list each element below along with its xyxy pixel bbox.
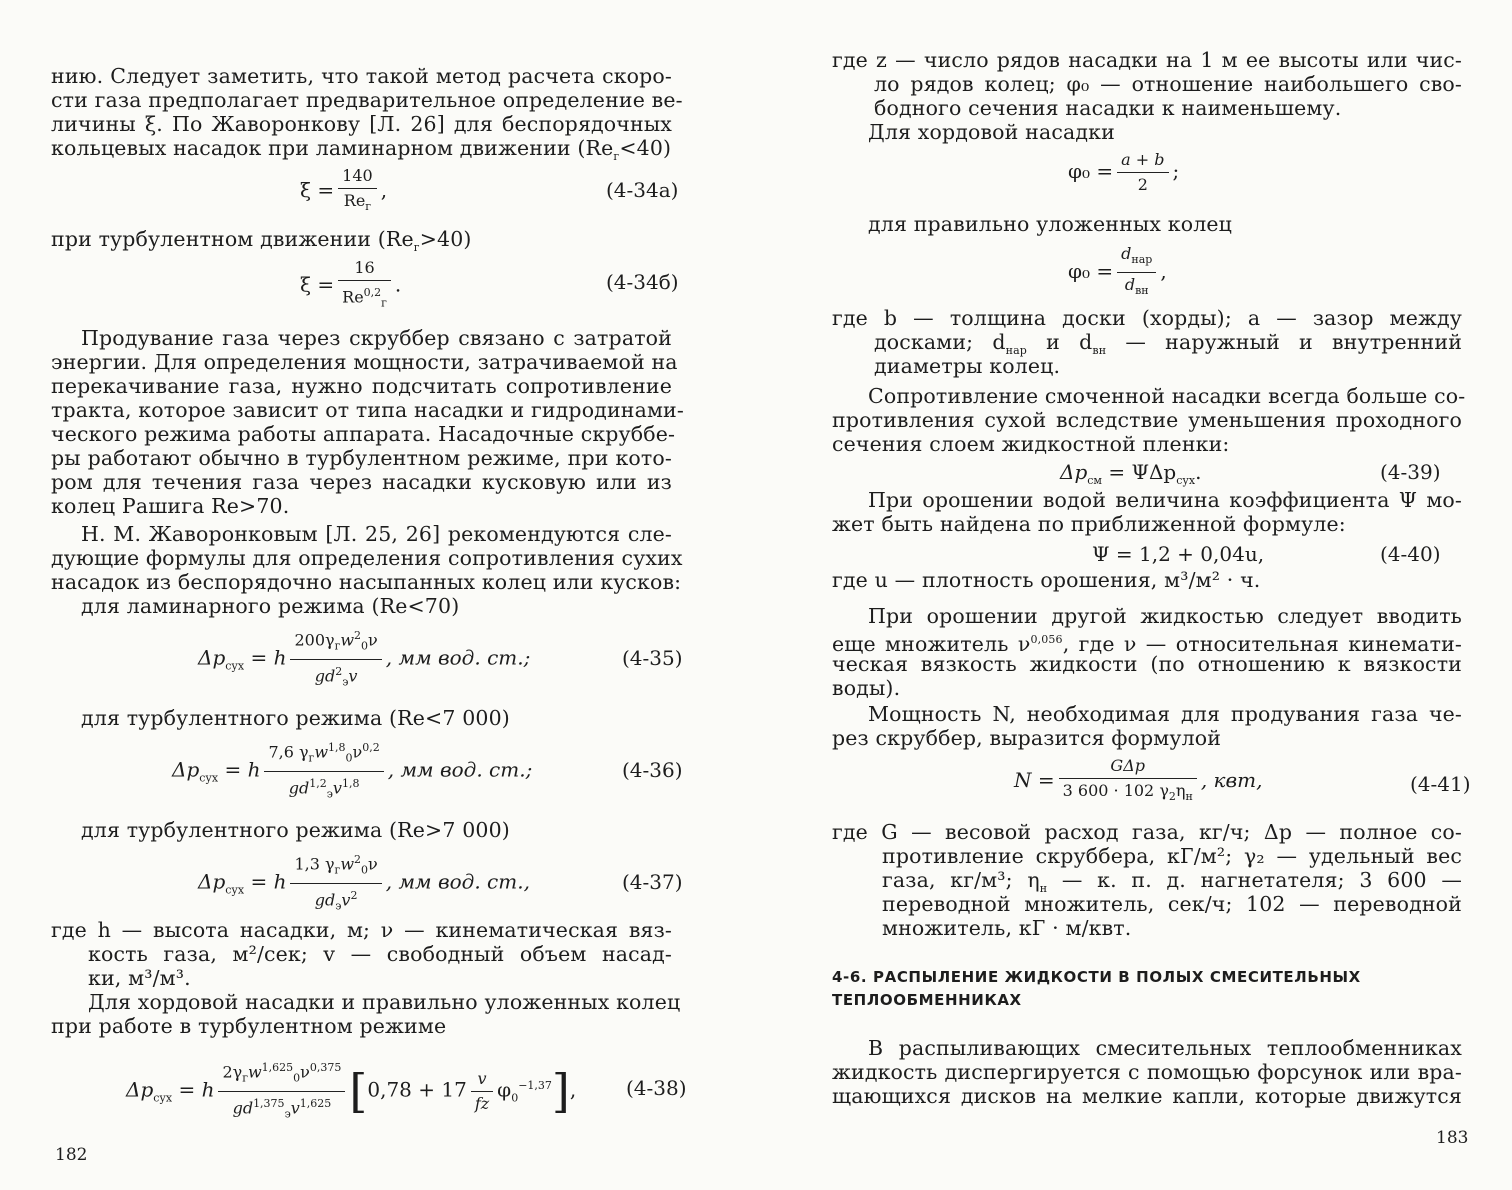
- text-line: диаметры колец.: [874, 354, 1061, 378]
- equation-phi0-rings: φ₀ = $\frac{d_{нар}}{d_{вн}}$ ,: [1068, 244, 1167, 298]
- text-line: сечения слоем жидкостной пленки:: [832, 432, 1230, 456]
- text-line: жидкость диспергируется с помощью форсунок или вра-: [832, 1060, 1462, 1084]
- text-line: кольцевых насадок при ламинарном движении $(Re_г<40)$: [51, 136, 672, 164]
- text-line: энергии. Для определения мощности, затрачиваемой на: [51, 350, 678, 374]
- text-line: воды).: [832, 676, 901, 700]
- text-line: досками; $d_{нар}$ и $d_{вн}$ — наружный и внутренний: [874, 330, 1463, 358]
- text-line: для турбулентного режима (Re>7 000): [81, 818, 510, 842]
- page-number: 183: [1436, 1128, 1469, 1148]
- text-line: Мощность N, необходимая для продувания газа че-: [868, 702, 1462, 726]
- text-line: ки, м³/м³.: [88, 966, 191, 990]
- text-line: множитель, кГ · м/квт.: [882, 916, 1132, 940]
- text-line: где G — весовой расход газа, кг/ч; Δp — полное со-: [832, 820, 1462, 844]
- text-line: щающихся дисков на мелкие капли, которые движутся: [832, 1084, 1462, 1108]
- equation-number: (4-34а): [606, 178, 679, 202]
- text-line: где b — толщина доски (хорды); a — зазор между: [832, 306, 1462, 330]
- equation-number: (4-34б): [606, 270, 679, 294]
- text-line: Для хордовой насадки: [868, 120, 1115, 144]
- text-line: рез скруббер, выразится формулой: [832, 726, 1222, 750]
- equation-4-41: N = $\frac{\text{GΔp}}{3 600 \cdot 102 \gamma_2\eta_н}$ , квт,: [1014, 756, 1263, 804]
- equation-4-40: Ψ = 1,2 + 0,04u,: [1092, 542, 1265, 566]
- text-line: жет быть найдена по приближенной формуле:: [832, 512, 1346, 536]
- text-line: перекачивание газа, нужно подсчитать сопротивление: [51, 374, 672, 398]
- text-line: ческая вязкость жидкости (по отношению к вязкости: [832, 652, 1462, 676]
- text-line: тракта, которое зависит от типа насадки и гидродинами-: [51, 398, 684, 422]
- text-line: бодного сечения насадки к наименьшему.: [874, 96, 1342, 120]
- equation-number: (4-39): [1380, 460, 1441, 484]
- text-line: При орошении водой величина коэффициента Ψ мо-: [868, 488, 1462, 512]
- text-line: личины ξ. По Жаворонкову [Л. 26] для беспорядочных: [51, 112, 672, 136]
- equation-4-34a: ξ = $\frac{140}{Re_г}$ ,: [300, 166, 388, 214]
- text-line: еще множитель $\nu^{0,056}$, где ν — относительная кинемати-: [832, 631, 1462, 656]
- text-line: Для хордовой насадки и правильно уложенных колец: [88, 990, 681, 1014]
- equation-number: (4-38): [626, 1076, 687, 1100]
- equation-4-36: $\Delta p_{сух} = h$ $\frac{7,6 \gamma_гw^{1,8}_0\nu^{0,2}}{gd^{1,2}_эv^{1,8}}$ , мм вод. ст.;: [172, 738, 532, 804]
- equation-4-34b: ξ = $\frac{16}{Re^{0,2}_г}$ .: [300, 258, 402, 310]
- text-line: переводной множитель, сек/ч; 102 — переводной: [882, 892, 1462, 916]
- text-line: противление скруббера, кГ/м²; γ₂ — удельный вес: [882, 844, 1462, 868]
- text-line: для правильно уложенных колец: [868, 212, 1232, 236]
- text-line: где z — число рядов насадки на 1 м ее высоты или чис-: [832, 48, 1462, 72]
- text-line: ческого режима работы аппарата. Насадочные скруббе-: [51, 422, 676, 446]
- text-line: При орошении другой жидкостью следует вводить: [868, 604, 1462, 628]
- text-line: при турбулентном движении $(Re_г>40)$: [51, 227, 472, 255]
- text-line: нию. Следует заметить, что такой метод расчета скоро-: [51, 64, 672, 88]
- text-line: газа, кг/м³; $\eta_н$ — к. п. д. нагнетателя; 3 600 —: [882, 868, 1462, 896]
- text-line: где u — плотность орошения, м³/м² · ч.: [832, 568, 1261, 592]
- text-line: Сопротивление смоченной насадки всегда больше со-: [868, 384, 1466, 408]
- equation-number: (4-36): [622, 758, 683, 782]
- text-line: где h — высота насадки, м; ν — кинематическая вяз-: [51, 918, 672, 942]
- equation-phi0-chord: φ₀ = $\frac{a + b}{2}$ ;: [1068, 150, 1180, 194]
- right-page: [756, 0, 1512, 1190]
- text-line: дующие формулы для определения сопротивления сухих: [51, 546, 683, 570]
- text-line: кость газа, м²/сек; v — свободный объем насад-: [88, 942, 672, 966]
- text-line: ром для течения газа через насадки кусковую или из: [51, 470, 672, 494]
- text-line: для ламинарного режима (Re<70): [81, 594, 460, 618]
- equation-number: (4-35): [622, 646, 683, 670]
- text-line: ло рядов колец; φ₀ — отношение наибольшего сво-: [874, 72, 1462, 96]
- page-number: 182: [55, 1145, 88, 1165]
- equation-4-35: $\Delta p_{сух} = h$ $\frac{200\gamma_гw^2_0\nu}{gd^2_эv}$ , мм вод. ст.;: [198, 626, 530, 692]
- equation-number: (4-37): [622, 870, 683, 894]
- text-line: для турбулентного режима (Re<7 000): [81, 706, 510, 730]
- text-line: сти газа предполагает предварительное определение ве-: [51, 88, 683, 112]
- text-line: противления сухой вследствие уменьшения проходного: [832, 408, 1462, 432]
- text-line: при работе в турбулентном режиме: [51, 1014, 447, 1038]
- text-line: Н. М. Жаворонковым [Л. 25, 26] рекомендуются сле-: [81, 522, 672, 546]
- text-line: В распыливающих смесительных теплообменниках: [868, 1036, 1462, 1060]
- equation-4-38: $\Delta p_{сух} = h$ $\frac{2\gamma_гw^{1,625}_0\nu^{0,375}}{gd^{1,375}_эv^{1,625}}$ [0,78 + 17 $\frac{v}{fz}$ $\varphi_0^{-1,37}$],: [126, 1058, 576, 1124]
- equation-4-37: $\Delta p_{сух} = h$ $\frac{1,3 \gamma_гw^2_0\nu}{gd_эv^2}$ , мм вод. ст.,: [198, 850, 530, 916]
- equation-4-39: $\Delta p_{см} = \Psi\Delta p_{сух}$.: [1060, 460, 1202, 487]
- section-heading: 4-6. РАСПЫЛЕНИЕ ЖИДКОСТИ В ПОЛЫХ СМЕСИТЕЛЬНЫХ ТЕПЛООБМЕННИКАХ: [832, 968, 1361, 1009]
- equation-number: (4-40): [1380, 542, 1441, 566]
- text-line: насадок из беспорядочно насыпанных колец или кусков:: [51, 570, 682, 594]
- text-line: ры работают обычно в турбулентном режиме, при кото-: [51, 446, 672, 470]
- equation-number: (4-41): [1410, 772, 1471, 796]
- text-line: Продувание газа через скруббер связано с затратой: [81, 326, 672, 350]
- text-line: колец Рашига Re>70.: [51, 494, 290, 518]
